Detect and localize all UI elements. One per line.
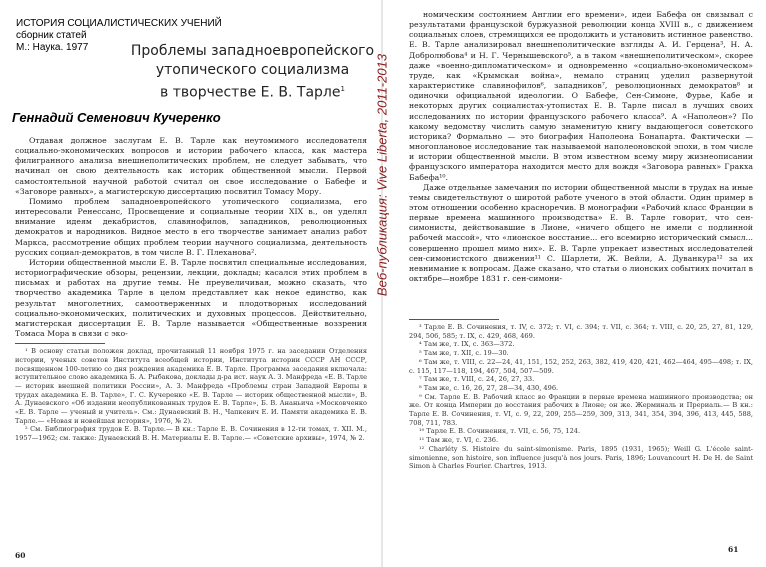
author-name: Геннадий Семенович Кучеренко bbox=[12, 110, 221, 125]
footnote-divider bbox=[409, 319, 499, 320]
footnote-divider bbox=[15, 343, 105, 344]
article-title bbox=[130, 42, 375, 103]
paragraph: Помимо проблем западноевропейского утопического социализма, его интересовали Ренессанс, Просвещение и социальные теории XIX в., он уделял внимание идеям декабристов, славянофилов, западников, революционных демократов и народников. Видное место в его творчестве занимает анализ работ Маркса, рассмотрение общих проблем теории научного социализма, деятельность русских социал-демократов, в том числе В. Г. Плеханова². bbox=[15, 196, 367, 257]
header-publisher: М.: Наука. 1977 bbox=[16, 42, 89, 53]
paragraph: Даже отдельные замечания по истории общественной мысли в трудах на иные темы свидетельствуют о широтой работе ученого в этой области. Один пример в этом отношении особенно красноречив. В монографии «Рабочий класс Франции в первые времена машинного производства» Е. В. Тарле говорит, что сен-симонисты, действовавшие в Лионе, «ничего общего не имели с подлинной рабочей массой», что «лионское восстание... его всемирно исторический смысл... совершенно прошел мимо них». Е. В. Тарле упрекает известных исследователей сен-симонистского движения¹¹ С. Шарлети, Ж. Вейли, А. Дуванкура¹² за их невнимание к вопросам. Даже сказано, что статьи о лионских событиях почитал в октябре—ноябре 1831 г. сен-симони- bbox=[409, 182, 753, 284]
page-number-right: 61 bbox=[728, 545, 739, 554]
page-number-left: 60 bbox=[15, 551, 26, 560]
footnote: ⁸ Там же, с. 16, 26, 27, 28—34, 430, 496. bbox=[419, 383, 559, 392]
watermark-text: Веб-публикация: Vive Liberta, 2011-2013 bbox=[374, 53, 390, 297]
right-footnotes bbox=[409, 315, 753, 471]
footnote: ¹ В основу статьи положен доклад, прочитанный 11 ноября 1975 г. на заседании Отделения истории, ученых советов Института всеобщей истории, Института истории СССР АН СССР, посвященном 100-летию со дня рождения академика Е. В. Тарле. Программа заседания включала: вступительное слово академика Б. А. Рыбакова, доклады д-ра ист. наук А. З. Манфреда «Е. В. Тарле — историк внешней политики России», А. З. Манфреда «Проблемы стран Западной Европы в трудах академика Е. В. Тарле», Г. С. Кучеренко «Е. В. Тарле — историк общественной мысли», В. А. Дунаевского «Об издании неопубликованных трудов Е. В. Тарле», Б. В. Ананьича «Московченко «Е. В. Тарле — ученый и учитель». См.: Дунаевский В. Н., Чапкевич Е. И. Памяти академика Е. В. Тарле.— «Новая и новейшая история», 1976, № 2). bbox=[15, 347, 367, 425]
paragraph: Отдавая должное заслугам Е. В. Тарле как неутомимого исследователя социально-экономических вопросов и истории рабочего класса, как мастера филигранного анализа внешнеполитических проблем, не следует забывать, что начинал он свою деятельность как историк общественной мысли. Первой самостоятельной научной работой считал он свое исследование о Бабефе и «Заговоре равных», а магистерскую диссертацию посвятил Томасу Мору. bbox=[15, 136, 367, 196]
footnote: ⁷ Там же, т. VIII, с. 24, 26, 27, 33. bbox=[419, 375, 535, 384]
footnote: ³ Тарле Е. В. Сочинения, т. IV, с. 372; т. VI, с. 394; т. VII, с. 364; т. VIII, с. 20, 25, 27, 81, 129, 294, 506, 585; т. IX, с. 429, 468, 469. bbox=[409, 323, 753, 340]
footnote: ⁴ Там же, т. IX, с. 363—372. bbox=[419, 340, 515, 349]
paragraph: Истории общественной мысли Е. В. Тарле посвятил специальные исследования, историографические обзоры, рецензии, лекции, доклады; касался этих проблем в письмах и работах на другие темы. Не преувеличивая, можно сказать, что творчество академика Тарле в целом представляет как некое единство, как результат многолетних, самоотверженных и плодотворных исследований социально-экономических, политических и духовных процессов. Действительно, магистерская диссертация Е. В. Тарле называется «Общественные воззрения Томаса Мора в связи с эко- bbox=[15, 257, 367, 338]
paragraph: номическим состоянием Англии его времени», идеи Бабефа он связывал с результатами французской буржуазной революции конца XVIII в., с движением социальных слоев, стремящихся ее продолжить и установить истинное равенство. Е. В. Тарле анализировал внешнеполитические взгляды А. И. Герцена³, Н. А. Добролюбова⁴ и Н. Г. Чернышевского⁵, а в таком «внешнеполитическом», скорее даже «военно-дипломатическом» и одновременно «социально-экономическом» труде, как «Крымская война», немало страниц уделил развернутой характеристике славянофилов⁶, западников⁷, революционных демократов⁸ и одиночки официальной идеологии. О Бабефе, Сен-Симоне, Фурье, Кабе и некоторых других социалистах-утопистах Е. В. Тарле писал в лучших своих исследованиях по истории французского рабочего класса⁹. А «Наполеон»? По какому ведомству числить самую знаменитую книгу выдающегося советского историка? Формально — это биография Наполеона Бонапарта. Фактически — многоплановое исследование так называемой наполеоновской эпохи, в том числе и истории общественной мысли. В этом известном всему миру жизнеописании французского императора находится место для вождя «Заговора равных» Гракха Бабефа¹⁰. bbox=[409, 10, 753, 182]
header-series: ИСТОРИЯ СОЦИАЛИСТИЧЕСКИХ УЧЕНИЙ bbox=[16, 18, 222, 29]
footnote: ⁶ Там же, т. VIII, с. 22—24, 41, 151, 152, 252, 263, 382, 419, 420, 421, 462—464, 495—498; т. IX, с. 115, 117—118, 194, 467, 504, 507—509. bbox=[409, 357, 753, 375]
title-line-1: Проблемы западноевропейского bbox=[130, 43, 375, 59]
footnote: ⁵ Там же, т. XII, с. 19—30. bbox=[419, 349, 509, 358]
web-publication-watermark bbox=[372, 40, 392, 310]
footnote: ¹⁰ Тарле Е. В. Сочинения, т. VII, с. 56, 75, 124. bbox=[419, 427, 581, 436]
left-body bbox=[15, 136, 367, 443]
footnote: ² См. Библиография трудов Е. В. Тарле.— В кн.: Тарле Е. В. Сочинения в 12-ти томах, т. XII. М., 1957—1962; см. также: Дунаевский В. Н. Материалы Е. В. Тарле.— «Советские архивы», 1974, № 2. bbox=[15, 425, 367, 443]
footnote: ⁹ См. Тарле Е. В. Рабочий класс во Франции в первые времена машинного производства; он же. От конца Империи до восстания рабочих в Лионе; он же. Жерминаль и Прериаль.— В кн.: Тарле Е. В. Сочинения, т. VI, с. 9, 22, 209, 255—259, 309, 313, 341, 354, 394, 396, 413, 445, 588, 708, 711, 783. bbox=[409, 392, 753, 427]
title-line-3: в творчестве Е. В. Тарле$^1$ bbox=[160, 84, 345, 101]
footnote: ¹¹ Там же, т. VI, с. 236. bbox=[419, 436, 499, 445]
title-footnote-mark: 1 bbox=[340, 85, 345, 93]
title-line-2: утопического социализма bbox=[155, 62, 350, 78]
header-subtitle: сборник статей bbox=[16, 30, 87, 41]
right-body bbox=[409, 10, 753, 284]
footnote: ¹² Charléty S. Histoire du saint-simonisme. Paris, 1895 (1931, 1965); Weill G. L'école saint-simonienne, son histoire, son influence jusqu'à nos jours. Paris, 1896; Louvancourt H. De H. de Saint Simon à Charles Fourier. Chartres, 1913. bbox=[409, 444, 753, 471]
